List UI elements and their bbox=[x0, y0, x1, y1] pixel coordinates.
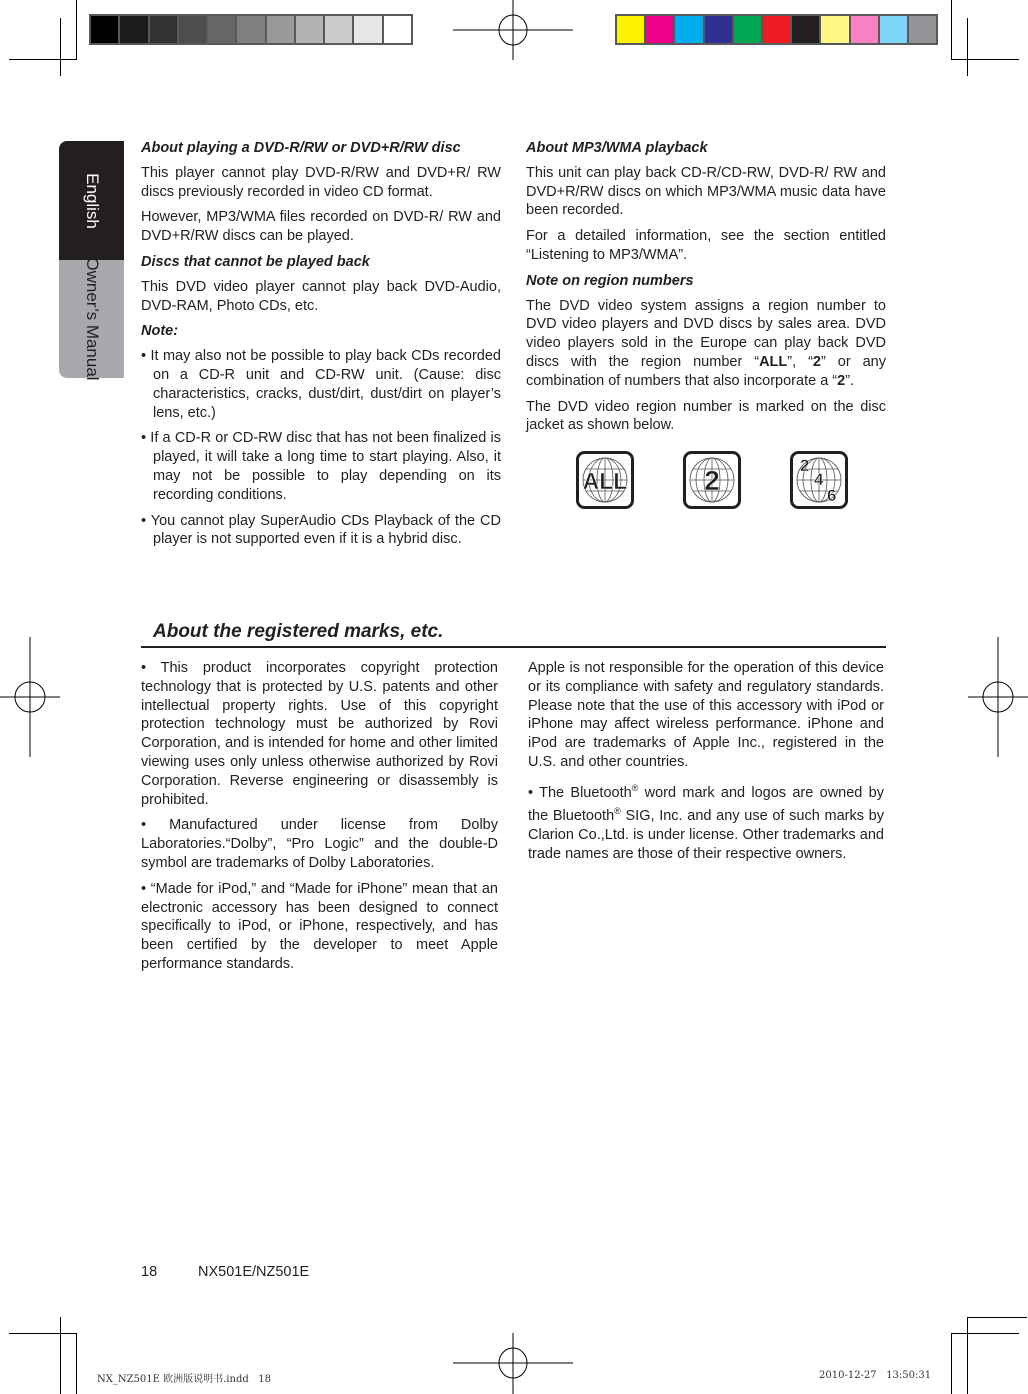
text: 2 bbox=[837, 372, 846, 389]
color-swatch bbox=[734, 16, 761, 43]
paragraph: This DVD video player cannot play back DVD-Audio, DVD-RAM, Photo CDs, etc. bbox=[141, 278, 501, 314]
color-swatch bbox=[792, 16, 819, 43]
color-swatch bbox=[296, 16, 323, 43]
text: ® bbox=[631, 782, 639, 793]
manual-label: Owner’s Manual bbox=[82, 257, 102, 381]
registration-mark-bottom bbox=[453, 1333, 573, 1394]
color-swatch bbox=[646, 16, 673, 43]
paragraph: This player cannot play DVD-R/RW and DVD+R/ RW discs previously recorded in video CD format. bbox=[141, 164, 501, 200]
text: ”. bbox=[845, 372, 855, 389]
text: ® bbox=[614, 806, 621, 817]
paragraph: However, MP3/WMA files recorded on DVD-R/ RW and DVD+R/RW discs can be played. bbox=[141, 209, 501, 245]
registration-mark-right bbox=[968, 637, 1028, 757]
paragraph-region bbox=[526, 297, 886, 391]
color-swatch bbox=[354, 16, 381, 43]
text: word mark and logos are owned by the Bluetooth bbox=[528, 784, 884, 825]
text: ” or any combination of numbers that also incorporate a “ bbox=[526, 353, 886, 389]
heading-dvd-r: About playing a DVD-R/RW or DVD+R/RW disc bbox=[141, 140, 461, 156]
region-2-icon bbox=[683, 451, 741, 509]
region-all-label: ALL bbox=[582, 468, 628, 494]
color-swatch bbox=[675, 16, 702, 43]
paragraph-bluetooth bbox=[528, 779, 884, 864]
marks-right-column bbox=[528, 659, 884, 871]
paragraph: • “Made for iPod,” and “Made for iPhone” mean that an electronic accessory has been designed to connect specifically to iPod, or iPhone, respectively, and has been certified by the developer to meet Apple performance standards. bbox=[141, 880, 498, 972]
paragraph: The DVD video region number is marked on the disc jacket as shown below. bbox=[526, 398, 886, 434]
color-calibration-bar bbox=[615, 14, 938, 45]
registration-mark-left bbox=[0, 637, 60, 757]
color-swatch bbox=[617, 16, 644, 43]
color-swatch bbox=[267, 16, 294, 43]
text: ”, “ bbox=[787, 353, 813, 370]
color-swatch bbox=[150, 16, 177, 43]
heading-note: Note: bbox=[141, 323, 179, 340]
color-swatch bbox=[851, 16, 878, 43]
text: The DVD video system assigns a region number to DVD video players and DVD discs by sales area. DVD video players sold in the Europe can play back DVD discs with the region number “ bbox=[526, 297, 886, 370]
grayscale-calibration-bar bbox=[89, 14, 413, 45]
bullet-item: • It may also not be possible to play back CDs recorded on a CD-R unit and CD-RW unit. (Cause: disc characteristics, cracks, dust/dirt, dust/dirt on player’s lens, etc.) bbox=[141, 348, 501, 421]
region-all-icon bbox=[576, 451, 634, 509]
heading-region: Note on region numbers bbox=[526, 272, 694, 289]
language-tab bbox=[59, 141, 124, 260]
color-swatch bbox=[821, 16, 848, 43]
left-column bbox=[141, 139, 501, 556]
color-swatch bbox=[325, 16, 352, 43]
heading-mp3: About MP3/WMA playback bbox=[526, 140, 708, 156]
color-swatch bbox=[179, 16, 206, 43]
text: 2 bbox=[812, 353, 821, 370]
page-number: 18 bbox=[141, 1264, 158, 1280]
region-2-label: 2 bbox=[704, 465, 720, 496]
file-slug: NX_NZ501E 欧洲版说明书.indd 18 bbox=[97, 1374, 272, 1385]
color-swatch bbox=[880, 16, 907, 43]
color-swatch bbox=[120, 16, 147, 43]
text: • The Bluetooth bbox=[528, 784, 632, 801]
model-number: NX501E/NZ501E bbox=[198, 1264, 310, 1280]
paragraph: Apple is not responsible for the operation of this device or its compliance with safety and regulatory standards. Please note that the use of this accessory with iPod or iPhone may affect wireless performance. iPhone and iPod are trademarks of Apple Inc., registered in the U.S. and other countries. bbox=[528, 660, 884, 770]
color-swatch bbox=[208, 16, 235, 43]
section-divider bbox=[141, 646, 886, 648]
region-label: 6 bbox=[827, 486, 837, 505]
bullet-item: • If a CD-R or CD-RW disc that has not been finalized is played, it will take a long time to start playing. Also, it may not be possible to play depending on its recording conditions. bbox=[141, 430, 501, 503]
right-column bbox=[526, 139, 886, 442]
region-246-icon bbox=[790, 451, 848, 509]
language-label: English bbox=[82, 172, 102, 229]
text: SIG, Inc. and any use of such marks by Clarion Co.,Ltd. is under license. Other trademarks and trade names are those of their respective owners. bbox=[528, 808, 884, 862]
color-swatch bbox=[909, 16, 936, 43]
color-swatch bbox=[384, 16, 411, 43]
color-swatch bbox=[705, 16, 732, 43]
color-swatch bbox=[237, 16, 264, 43]
region-label: 4 bbox=[814, 470, 824, 489]
color-swatch bbox=[91, 16, 118, 43]
manual-tab bbox=[59, 257, 124, 381]
region-label: 2 bbox=[800, 456, 810, 475]
date-slug: 2010-12-27 13:50:31 bbox=[819, 1370, 932, 1381]
paragraph: This unit can play back CD-R/CD-RW, DVD-R/ RW and DVD+R/RW discs on which MP3/WMA music data have been recorded. bbox=[526, 164, 886, 219]
marks-left-column bbox=[141, 659, 498, 981]
paragraph: For a detailed information, see the section entitled “Listening to MP3/WMA”. bbox=[526, 228, 886, 263]
bullet-item: • You cannot play SuperAudio CDs Playback of the CD player is not supported even if it is a hybrid disc. bbox=[141, 512, 501, 548]
registration-mark-top bbox=[453, 0, 573, 60]
color-swatch bbox=[763, 16, 790, 43]
paragraph: • Manufactured under license from Dolby Laboratories.“Dolby”, “Pro Logic” and the double-D symbol are trademarks of Dolby Laboratories. bbox=[141, 817, 498, 871]
section-title: About the registered marks, etc. bbox=[153, 621, 444, 642]
paragraph: • This product incorporates copyright protection technology that is protected by U.S. patents and other intellectual property rights. Use of this copyright protection technology must be authorized by Rovi Corporation, and is intended for home and other limited viewing uses only unless otherwise authorized by Rovi Corporation. Reverse engineering or disassembly is prohibited. bbox=[141, 660, 498, 808]
text: ALL bbox=[759, 353, 788, 370]
heading-discs-cannot-play: Discs that cannot be played back bbox=[141, 253, 370, 270]
